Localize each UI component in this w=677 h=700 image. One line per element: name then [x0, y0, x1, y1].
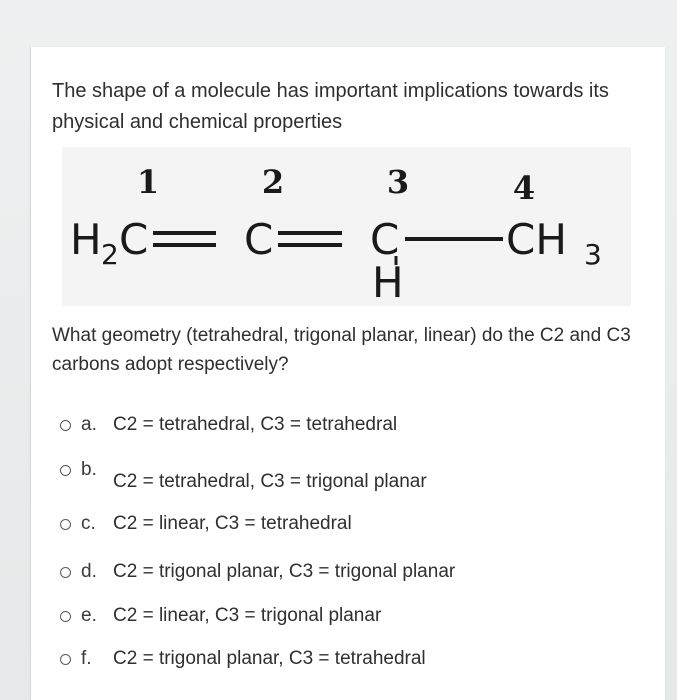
option-d[interactable] [60, 561, 455, 583]
option-e-text: C2 = linear, C3 = trigonal planar [113, 605, 382, 626]
carbon-number-4: 4 [512, 169, 536, 207]
option-d-letter: d. [81, 561, 97, 582]
ch3-group: CH [506, 215, 567, 264]
h2c-subscript: 2 [101, 238, 119, 271]
option-f-letter: f. [81, 648, 92, 669]
molecule-diagram [62, 147, 631, 306]
ch3-subscript: 3 [584, 238, 602, 271]
c3-hydrogen: H [372, 258, 404, 306]
radio-a-icon[interactable] [60, 420, 71, 431]
option-e[interactable] [60, 605, 381, 627]
option-e-letter: e. [81, 605, 97, 626]
radio-b-icon[interactable] [60, 465, 71, 476]
intro-text: The shape of a molecule has important implications towards its physical and chemical properties [52, 80, 609, 133]
option-a-text: C2 = tetrahedral, C3 = tetrahedral [113, 414, 398, 435]
carbon-3-atom: C [370, 215, 400, 264]
molecule-structure-image [62, 147, 631, 306]
radio-f-icon[interactable] [60, 654, 71, 665]
option-a-letter: a. [81, 414, 97, 435]
option-c[interactable] [60, 513, 352, 535]
h2c-h: H [70, 215, 102, 264]
carbon-number-3: 3 [386, 163, 410, 201]
option-f[interactable] [60, 648, 426, 670]
carbon-number-2: 2 [261, 163, 285, 201]
option-b[interactable] [60, 459, 427, 492]
radio-e-icon[interactable] [60, 611, 71, 622]
option-a[interactable] [60, 414, 397, 436]
option-b-text: C2 = tetrahedral, C3 = trigonal planar [113, 471, 427, 492]
option-c-letter: c. [81, 513, 96, 534]
radio-c-icon[interactable] [60, 519, 71, 530]
question-text: What geometry (tetrahedral, trigonal planar, linear) do the C2 and C3 carbons adopt respectively? [52, 325, 631, 375]
carbon-2-atom: C [244, 215, 274, 264]
radio-d-icon[interactable] [60, 567, 71, 578]
carbon-1-atom: C [119, 215, 149, 264]
option-f-text: C2 = trigonal planar, C3 = tetrahedral [113, 648, 426, 669]
carbon-number-1: 1 [136, 163, 160, 201]
option-c-text: C2 = linear, C3 = tetrahedral [113, 513, 352, 534]
option-b-letter: b. [81, 459, 97, 480]
option-d-text: C2 = trigonal planar, C3 = trigonal planar [113, 561, 456, 582]
